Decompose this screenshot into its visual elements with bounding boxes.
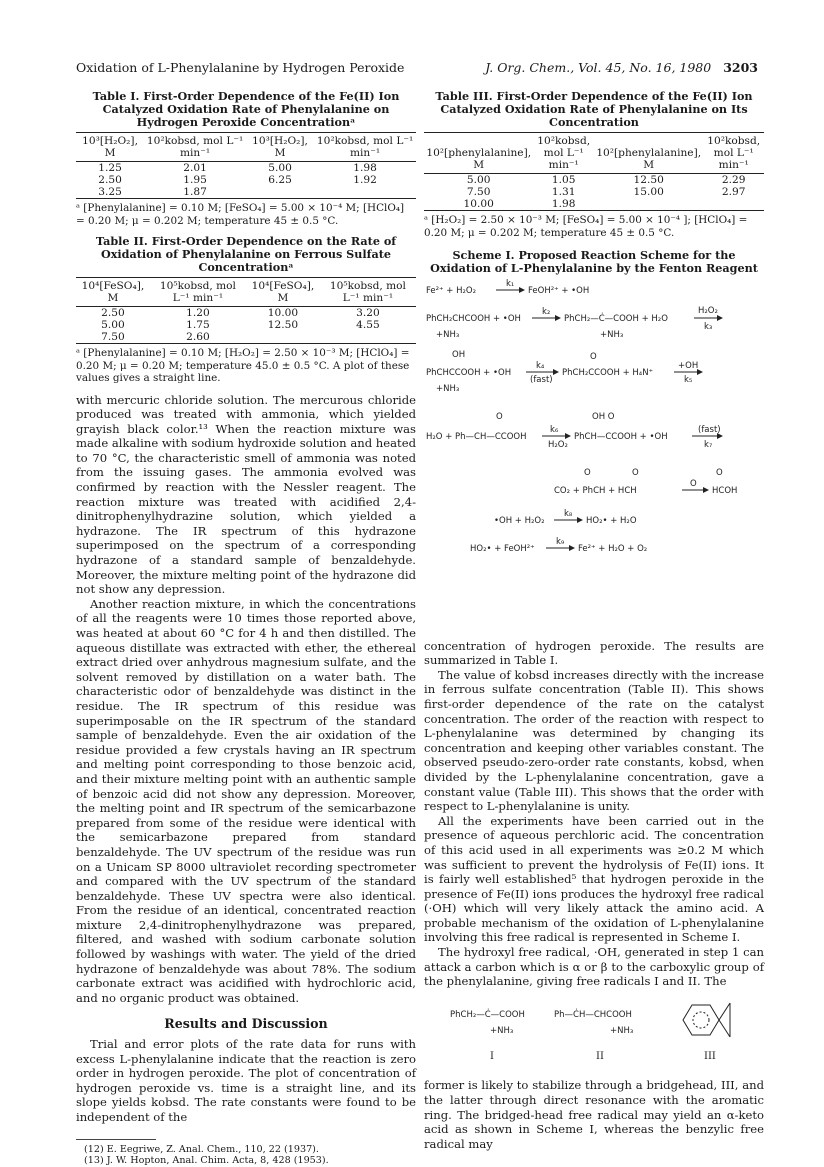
cell	[703, 198, 764, 211]
body-paragraph: All the experiments have been carried out in the presence of aqueous perchloric acid. The concentration of this acid used in all experiments was ≥0.2 M which was sufficient to prevent the hydrolysis of Fe(II) ions. It is fairly well established⁵ that hydrogen peroxide in the presence of Fe(II) ions produces the hydroxyl free radical (·OH) which will very likely attack the amino acid. A probable mechanism of the oxidation of L-phenylalanine involving this free radical is represented in Scheme I.	[424, 813, 764, 945]
journal-citation	[485, 60, 758, 75]
svg-text:O: O	[632, 468, 639, 478]
svg-text:k₉: k₉	[556, 537, 565, 547]
svg-text:PhCHCCOOH + •OH: PhCHCCOOH + •OH	[426, 368, 512, 378]
cell: 10.00	[463, 198, 494, 210]
table1-header: 10²kobsd, mol L⁻¹ min⁻¹	[316, 135, 414, 159]
scheme-title: Scheme I. Proposed Reaction Scheme for the Oxidation of L-Phenylalanine by the Fenton Reagent	[430, 248, 758, 275]
svg-text:OH O: OH O	[592, 412, 615, 422]
table3-note: ᵃ [H₂O₂] = 2.50 × 10⁻³ M; [FeSO₄] = 5.00 × 10⁻⁴ ]; [HClO₄] = 0.20 M; μ = 0.202 M; temperature 45 ± 0.5 °C.	[424, 214, 748, 239]
cell	[320, 331, 416, 344]
cell: 1.05	[551, 174, 576, 186]
body-paragraph: concentration of hydrogen peroxide. The results are summarized in Table I.	[424, 638, 764, 668]
body-paragraph: The hydroxyl free radical, ·OH, generated in step 1 can attack a carbon which is α or β to the carboxylic group of the phenylalanine, giving free radicals I and II. The	[424, 945, 764, 989]
footnote: (12) E. Eegriwe, Z. Anal. Chem., 110, 22 (1937).	[84, 1143, 319, 1155]
cell: 2.01	[183, 162, 207, 174]
table-row	[424, 198, 764, 211]
footnote: (13) J. W. Hopton, Anal. Chim. Acta, 8, 428 (1953).	[84, 1155, 329, 1167]
cell: 2.50	[98, 174, 122, 186]
table-row	[76, 174, 416, 186]
svg-text:H₂O₂: H₂O₂	[698, 306, 718, 316]
cell: 10.00	[267, 307, 299, 319]
cell: 2.97	[721, 186, 746, 198]
body-paragraph: The value of kobsd increases directly with the increase in ferrous sulfate concentration (Table II). This shows first-order dependence of the rate on the catalyst concentration. The order of the reaction with respect to L-phenylalanine was determined by changing its concentration and keeping other variables constant. The observed pseudo-zero-order rate constants, kobsd, when divided by the L-phenylalanine concentration, gave a constant value (Table III). This shows that the order with respect to L-phenylalanine is unity.	[424, 667, 764, 814]
table1	[76, 132, 416, 199]
structure-II-label: II	[596, 1050, 604, 1062]
svg-text:k₁: k₁	[506, 279, 515, 289]
cell: 1.31	[551, 186, 576, 198]
svg-text:FeOH²⁺ + •OH: FeOH²⁺ + •OH	[528, 286, 590, 296]
table3-header: 10²kobsd, mol L⁻¹ min⁻¹	[537, 135, 591, 171]
cell: 2.60	[186, 331, 210, 343]
svg-text:O: O	[690, 479, 697, 489]
svg-text:H₂O₂: H₂O₂	[548, 440, 568, 450]
svg-text:Fe²⁺ + H₂O + O₂: Fe²⁺ + H₂O + O₂	[578, 544, 648, 554]
svg-text:+NH₃: +NH₃	[436, 384, 460, 394]
table2-header: 10⁵kobsd, mol L⁻¹ min⁻¹	[329, 280, 406, 304]
svg-text:k₄: k₄	[536, 361, 545, 371]
cell: 1.20	[186, 307, 210, 319]
table-row	[76, 331, 416, 344]
cell: 5.00	[268, 162, 292, 174]
svg-text:OH: OH	[452, 350, 466, 360]
footnote-rule	[76, 1139, 156, 1140]
cell: 5.00	[466, 174, 491, 186]
cell: 7.50	[101, 331, 125, 343]
cell: 2.29	[721, 174, 746, 186]
reaction-scheme	[424, 279, 764, 635]
table3-header: 10²[phenylalanine], M	[596, 147, 702, 171]
table2-header: 10⁵kobsd, mol L⁻¹ min⁻¹	[159, 280, 236, 304]
cell: 12.50	[633, 174, 664, 186]
journal-name: J. Org. Chem., Vol. 45, No. 16, 1980	[485, 60, 712, 75]
table1-header: 10²kobsd, mol L⁻¹ min⁻¹	[146, 135, 244, 159]
structure-II-amine: +NH₃	[610, 1025, 634, 1036]
table-row	[76, 186, 416, 199]
table-row	[424, 174, 764, 187]
svg-text:O: O	[496, 412, 503, 422]
cell: 6.25	[268, 174, 292, 186]
table3-header: 10²[phenylalanine], M	[426, 147, 532, 171]
page-number: 3203	[723, 60, 758, 75]
structure-I-amine: +NH₃	[490, 1025, 514, 1036]
scheme-step-9	[470, 537, 647, 554]
svg-text:O: O	[716, 468, 723, 478]
table1-header: 10³[H₂O₂], M	[82, 135, 138, 159]
right-column	[424, 84, 764, 1151]
cell: 1.98	[551, 198, 576, 210]
cell: 2.50	[101, 307, 125, 319]
svg-text:PhCH—CCOOH + •OH: PhCH—CCOOH + •OH	[574, 432, 668, 442]
svg-text:O: O	[590, 352, 597, 362]
structure-I	[450, 1009, 525, 1062]
cell: 5.00	[101, 319, 125, 331]
body-paragraph: Another reaction mixture, in which the concentrations of all the reagents were 10 times those reported above, was heated at about 60 °C for 4 h and then distilled. The aqueous distillate was extracted with ether, the ethereal extract dried over anhydrous magnesium sulfate, and the solvent removed by distillation on a water bath. The characteristic odor of benzaldehyde was distinct in the residue. The IR spectrum of this residue was superimposable on the IR spectrum of the standard sample of benzaldehyde. Even the air oxidation of the residue provided a few crystals having an IR spectrum and melting point corresponding to those benzoic acid, and their mixture melting point with an authentic sample of benzoic acid did not show any depression. Moreover, the melting point and IR spectrum of the semicarbazone prepared from some of the residue were identical with the semicarbazone prepared from standard benzaldehyde. The UV spectrum of the residue was run on a Unicam SP 8000 ultraviolet recording spectrometer and compared with the UV spectrum of the standard benzaldehyde. These UV spectra were also identical. From the residue of an identical, concentrated reaction mixture 2,4-dinitrophenylhydrazone was prepared, filtered, and washed with sodium carbonate solution followed by washings with water. The yield of the dried hydrazone of benzaldehyde was about 78%. The sodium carbonate extract was acidified with hydrochloric acid, and no organic product was obtained.	[76, 596, 416, 1005]
table2-header: 10⁴[FeSO₄], M	[81, 280, 145, 304]
structure-III-label: III	[704, 1050, 716, 1062]
scheme-step-1	[426, 279, 589, 296]
body-paragraph: Trial and error plots of the rate data for runs with excess L-phenylalanine indicate that the reaction is zero order in hydrogen peroxide. The plot of concentration of hydrogen peroxide vs. time is a straight line, and its slope yields kobsd. The rate constants were found to be independent of the	[76, 1037, 416, 1124]
table-row	[76, 307, 416, 320]
scheme-step-8	[494, 509, 637, 526]
table1-note: ᵃ [Phenylalanine] = 0.10 M; [FeSO₄] = 5.00 × 10⁻⁴ M; [HClO₄] = 0.20 M; μ = 0.202 M; temperature 45 ± 0.5 °C.	[76, 202, 405, 227]
cell	[314, 186, 416, 199]
table-row	[76, 162, 416, 175]
table-row	[76, 319, 416, 331]
table3-caption: Table III. First-Order Dependence of the Fe(II) Ion Catalyzed Oxidation Rate of Phenylalanine on Its Concentration	[435, 89, 753, 129]
cell: 1.95	[183, 174, 207, 186]
cell: 15.00	[633, 186, 664, 198]
cell: 1.25	[98, 162, 122, 174]
svg-text:+NH₃: +NH₃	[600, 330, 624, 340]
svg-text:PhCH₂CCOOH + H₄N⁺: PhCH₂CCOOH + H₄N⁺	[562, 368, 654, 378]
table3-header: 10²kobsd, mol L⁻¹ min⁻¹	[707, 135, 761, 171]
scheme-step-4	[426, 350, 702, 394]
svg-text:Fe²⁺ + H₂O₂: Fe²⁺ + H₂O₂	[426, 286, 476, 296]
cell: 4.55	[356, 319, 380, 331]
svg-text:k₈: k₈	[564, 509, 573, 519]
svg-text:k₃: k₃	[704, 322, 713, 332]
table1-caption: Table I. First-Order Dependence of the Fe(II) Ion Catalyzed Oxidation Rate of Phenylalanine on Hydrogen Peroxide Concentrationᵃ	[92, 89, 400, 129]
structure-I-formula: PhCH₂—Ċ—COOH	[450, 1009, 525, 1020]
left-column	[76, 84, 416, 1167]
cell: 1.98	[353, 162, 377, 174]
table2-header: 10⁴[FeSO₄], M	[251, 280, 315, 304]
svg-text:HO₂• + FeOH²⁺: HO₂• + FeOH²⁺	[470, 544, 535, 554]
cell: 1.87	[183, 186, 207, 198]
running-title: Oxidation of L-Phenylalanine by Hydrogen Peroxide	[76, 60, 405, 75]
svg-text:PhCH₂—Ċ—COOH + H₂O: PhCH₂—Ċ—COOH + H₂O	[564, 314, 668, 324]
cell	[246, 186, 314, 199]
cell: 12.50	[267, 319, 299, 331]
svg-text:k₇: k₇	[704, 440, 713, 450]
svg-text:CO₂ + PhCH + HCH: CO₂ + PhCH + HCH	[554, 486, 637, 496]
body-paragraph: with mercuric chloride solution. The mercurous chloride produced was treated with ammonia, which yielded grayish black color.¹³ When the reaction mixture was made alkaline with sodium hydroxide solution and heated to 70 °C, the characteristic smell of ammonia was noted from the issuing gases. The ammonia evolved was confirmed by reaction with the Nessler reagent. The reaction mixture was treated with acidified 2,4-dinitrophenylhydrazine solution, which yielded a hydrazone. The IR spectrum of this hydrazone superimposed on the spectrum of a corresponding hydrazone of a standard sample of benzaldehyde. Moreover, the mixture melting point of the hydrazone did not show any depression.	[76, 392, 416, 597]
table2	[76, 277, 416, 344]
svg-text:(fast): (fast)	[530, 375, 553, 385]
table-row	[424, 186, 764, 198]
cell	[246, 331, 320, 344]
svg-text:•OH + H₂O₂: •OH + H₂O₂	[494, 516, 545, 526]
svg-text:HO₂• + H₂O: HO₂• + H₂O	[586, 516, 637, 526]
scheme-step-6	[426, 412, 722, 450]
cell: 1.92	[353, 174, 377, 186]
cell: 1.75	[186, 319, 210, 331]
structure-III	[683, 1003, 730, 1062]
structure-II	[554, 1009, 633, 1062]
cell: 3.20	[356, 307, 380, 319]
structure-II-formula: Ph—ĊH—CHCOOH	[554, 1009, 632, 1020]
cell	[594, 198, 703, 211]
svg-text:PhCH₂CHCOOH + •OH: PhCH₂CHCOOH + •OH	[426, 314, 521, 324]
svg-text:O: O	[584, 468, 591, 478]
body-paragraph: former is likely to stabilize through a bridgehead, III, and the latter through direct resonance with the aromatic ring. The bridged-head free radical may yield an α-keto acid as shown in Scheme I, whereas the benzylic free radical may	[424, 1078, 764, 1151]
svg-text:+OH: +OH	[678, 361, 699, 371]
scheme-step-2	[426, 306, 722, 340]
table2-caption: Table II. First-Order Dependence on the Rate of Oxidation of Phenylalanine on Ferrous Sulfate Concentrationᵃ	[95, 234, 397, 274]
svg-text:(fast): (fast)	[698, 425, 721, 435]
svg-text:k₆: k₆	[550, 425, 559, 435]
svg-text:k₅: k₅	[684, 375, 693, 385]
cell: 3.25	[98, 186, 122, 198]
radical-structures	[424, 999, 764, 1069]
svg-text:k₂: k₂	[542, 307, 551, 317]
svg-text:+NH₃: +NH₃	[436, 330, 460, 340]
table2-note: ᵃ [Phenylalanine] = 0.10 M; [H₂O₂] = 2.50 × 10⁻³ M; [HClO₄] = 0.20 M; μ = 0.20 M; temperature 45.0 ± 0.5 °C. A plot of these values gives a straight line.	[76, 347, 410, 384]
scheme-step-products	[554, 468, 737, 496]
svg-text:HCOH: HCOH	[712, 486, 738, 496]
cell: 7.50	[466, 186, 491, 198]
svg-text:H₂O + Ph—CH—CCOOH: H₂O + Ph—CH—CCOOH	[426, 432, 527, 442]
table1-header: 10³[H₂O₂], M	[252, 135, 308, 159]
table3	[424, 132, 764, 211]
structure-I-label: I	[490, 1050, 494, 1062]
section-title: Results and Discussion	[164, 1016, 328, 1032]
